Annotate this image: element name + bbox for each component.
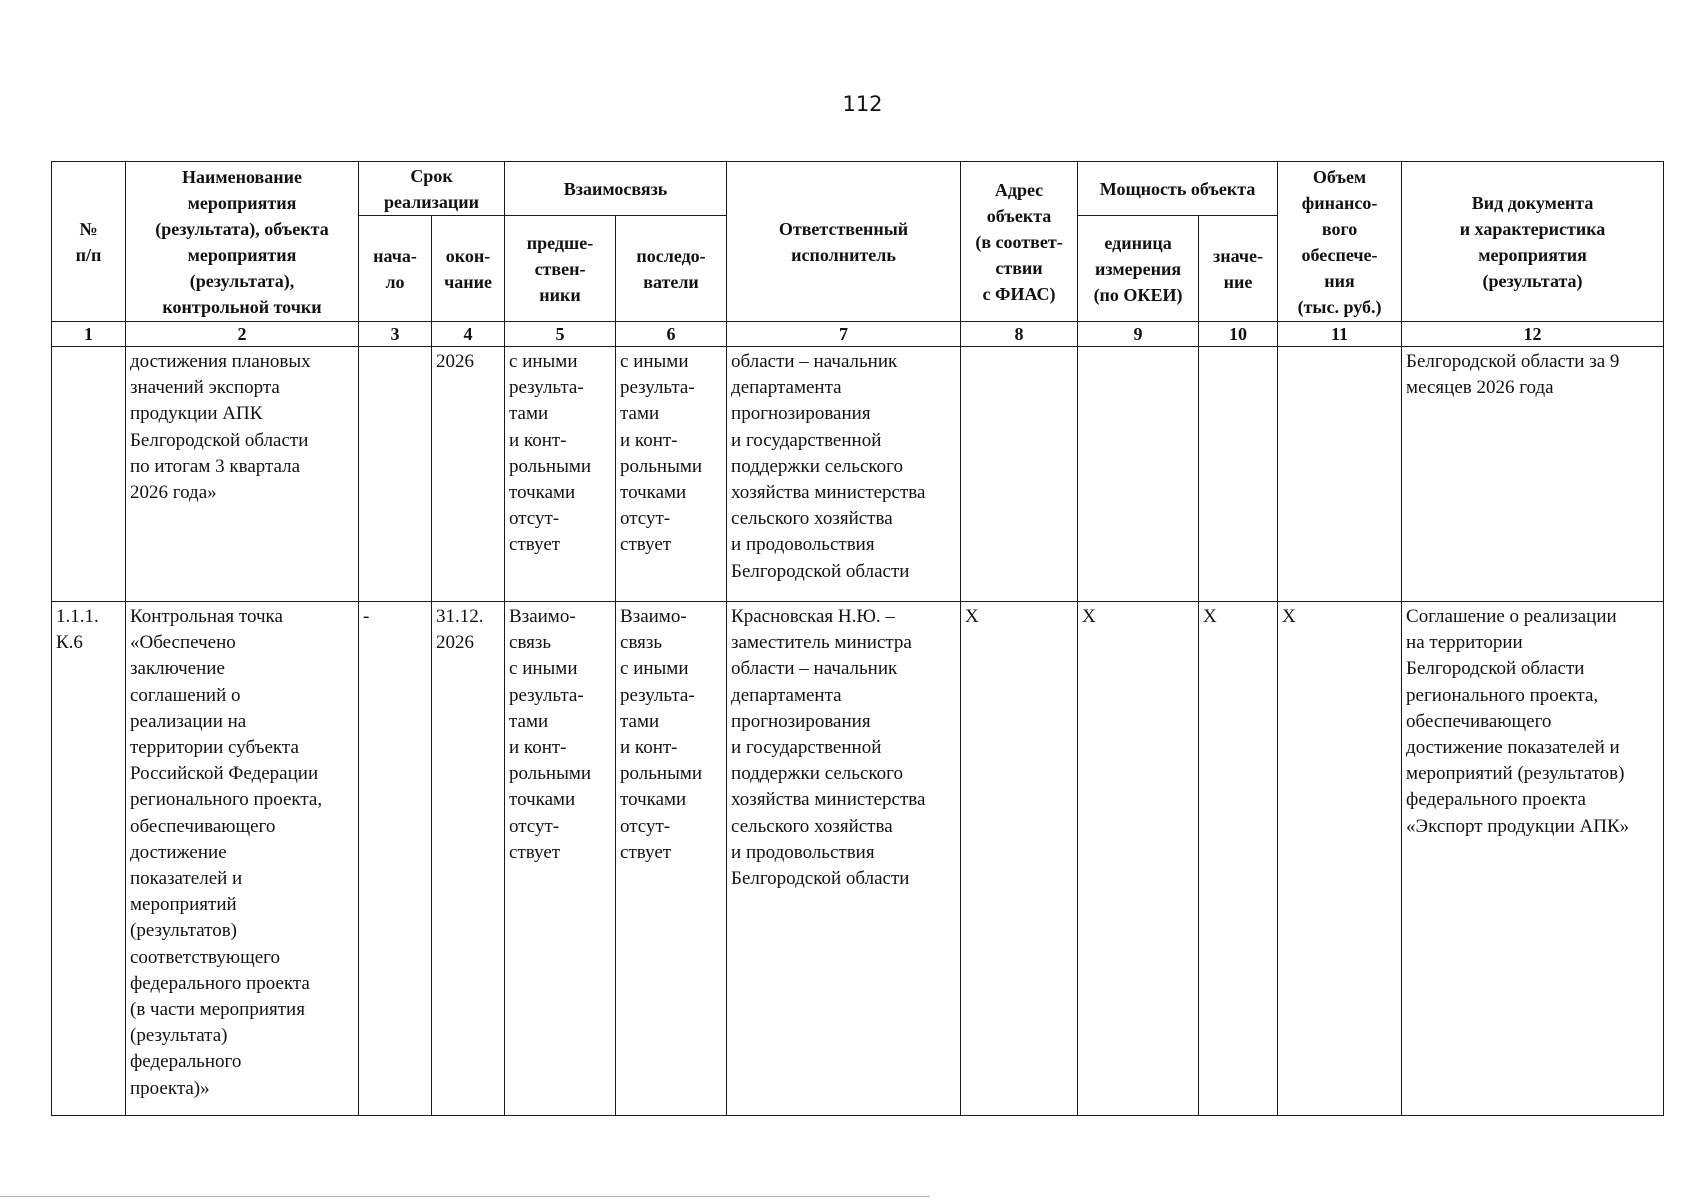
column-number: 4 — [432, 322, 505, 347]
table-body — [52, 347, 1664, 1116]
cell-responsible: области – начальник департамента прогнозирования и государственной поддержки сельского хозяйства министерства сельского хозяйства и продовольствия Белгородской области — [727, 347, 961, 602]
table-row — [52, 602, 1664, 1116]
header-number: № п/п — [52, 162, 126, 322]
header-value: значе- ние — [1199, 216, 1278, 322]
cell-address — [961, 347, 1078, 602]
cell-end: 31.12. 2026 — [432, 602, 505, 1116]
cell-value: X — [1199, 602, 1278, 1116]
column-number: 11 — [1278, 322, 1402, 347]
header-start: нача- ло — [359, 216, 432, 322]
page-number: 112 — [842, 92, 883, 116]
cell-unit: X — [1078, 602, 1199, 1116]
cell-document: Соглашение о реализации на территории Белгородской области регионального проекта, обеспечивающего достижение показателей и мероприятий (результатов) федерального проекта «Экспорт продукции АПК» — [1402, 602, 1664, 1116]
cell-finance — [1278, 347, 1402, 602]
cell-successors: Взаимо- связь с иными результа- тами и конт- рольными точками отсут- ствует — [616, 602, 727, 1116]
cell-start: - — [359, 602, 432, 1116]
column-number: 1 — [52, 322, 126, 347]
cell-value — [1199, 347, 1278, 602]
header-capacity-group: Мощность объекта — [1078, 162, 1278, 216]
column-number: 3 — [359, 322, 432, 347]
header-responsible: Ответственный исполнитель — [727, 162, 961, 322]
cell-responsible: Красновская Н.Ю. – заместитель министра области – начальник департамента прогнозирования и государственной поддержки сельского хозяйства министерства сельского хозяйства и продовольствия Белгородской области — [727, 602, 961, 1116]
header-predecessors: предше- ствен- ники — [505, 216, 616, 322]
column-number: 8 — [961, 322, 1078, 347]
cell-number: 1.1.1. К.6 — [52, 602, 126, 1116]
cell-end: 2026 — [432, 347, 505, 602]
column-number-row — [52, 322, 1664, 347]
column-number: 2 — [126, 322, 359, 347]
header-link-group: Взаимосвязь — [505, 162, 727, 216]
column-number: 9 — [1078, 322, 1199, 347]
header-document: Вид документа и характеристика мероприятия (результата) — [1402, 162, 1664, 322]
table-header — [52, 162, 1664, 347]
cell-start — [359, 347, 432, 602]
column-number: 12 — [1402, 322, 1664, 347]
header-term-group: Срок реализации — [359, 162, 505, 216]
cell-number — [52, 347, 126, 602]
cell-predecessors: с иными результа- тами и конт- рольными точками отсут- ствует — [505, 347, 616, 602]
cell-predecessors: Взаимо- связь с иными результа- тами и конт- рольными точками отсут- ствует — [505, 602, 616, 1116]
header-address: Адрес объекта (в соответ- ствии с ФИАС) — [961, 162, 1078, 322]
column-number: 6 — [616, 322, 727, 347]
cell-address: X — [961, 602, 1078, 1116]
header-successors: последо- ватели — [616, 216, 727, 322]
cell-successors: с иными результа- тами и конт- рольными точками отсут- ствует — [616, 347, 727, 602]
cell-document: Белгородской области за 9 месяцев 2026 года — [1402, 347, 1664, 602]
header-end: окон- чание — [432, 216, 505, 322]
header-unit: единица измерения (по ОКЕИ) — [1078, 216, 1199, 322]
scan-edge-line — [0, 1196, 930, 1197]
cell-name: Контрольная точка «Обеспечено заключение соглашений о реализации на территории субъекта Российской Федерации регионального проекта, обеспечивающего достижение показателей и мероприятий (результатов) соответствующего федерального проекта (в части мероприятия (результата) федерального проекта)» — [126, 602, 359, 1116]
plan-table — [51, 161, 1664, 1116]
cell-finance: X — [1278, 602, 1402, 1116]
cell-unit — [1078, 347, 1199, 602]
column-number: 10 — [1199, 322, 1278, 347]
column-number: 5 — [505, 322, 616, 347]
table-row — [52, 347, 1664, 602]
header-finance: Объем финансо- вого обеспече- ния (тыс. руб.) — [1278, 162, 1402, 322]
header-name: Наименование мероприятия (результата), объекта мероприятия (результата), контрольной точки — [126, 162, 359, 322]
cell-name: достижения плановых значений экспорта продукции АПК Белгородской области по итогам 3 квартала 2026 года» — [126, 347, 359, 602]
column-number: 7 — [727, 322, 961, 347]
